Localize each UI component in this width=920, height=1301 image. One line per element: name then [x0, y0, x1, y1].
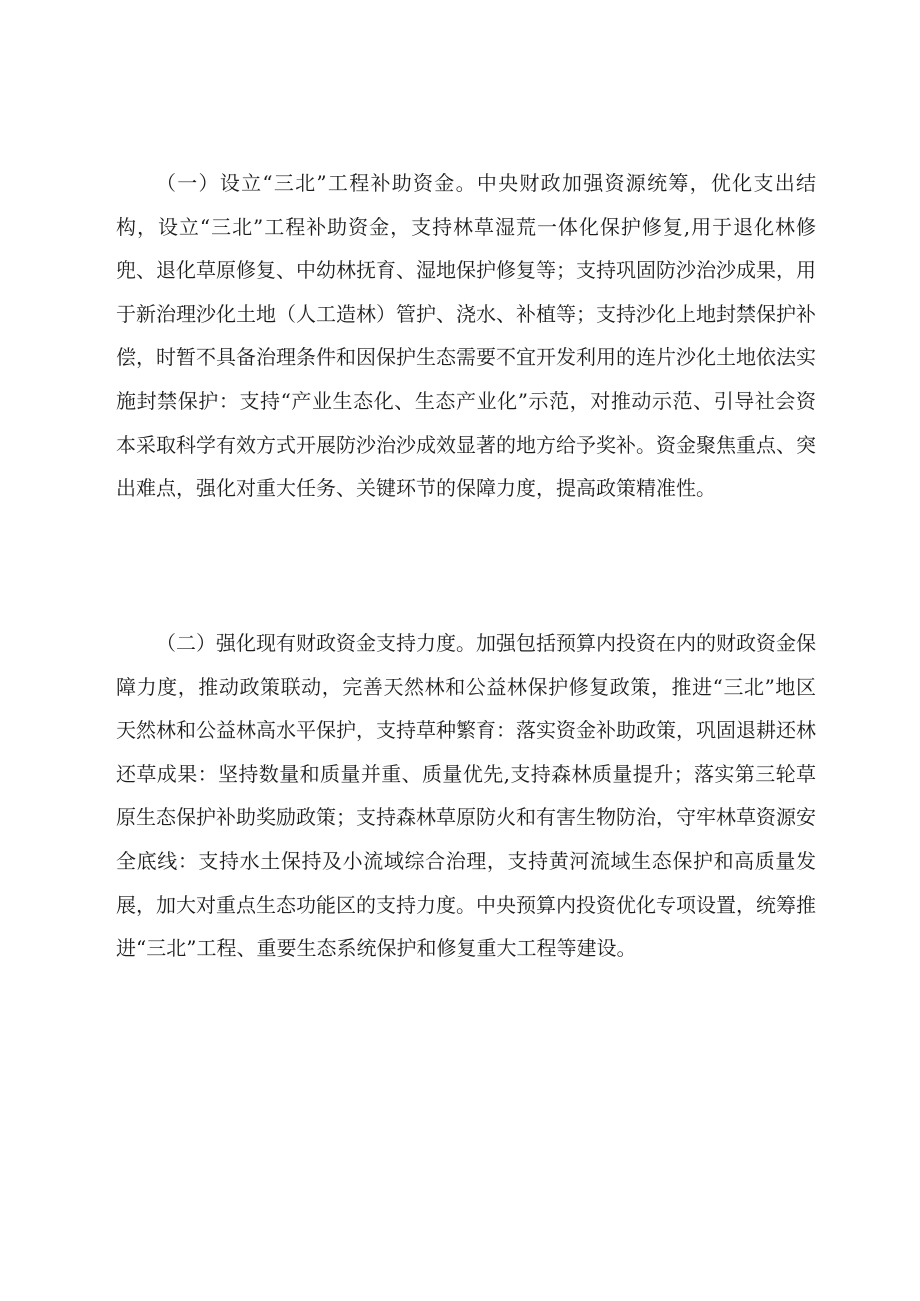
- paragraph-2: （二）强化现有财政资金支持力度。加强包括预算内投资在内的财政资金保障力度，推动政策联动，完善天然林和公益林保护修复政策，推进“三北”地区天然林和公益林高水平保护，支持草种繁育：落实资金补助政策，巩固退耕还林还草成果：坚持数量和质量并重、质量优先,支持森林质量提升；落实第三轮草原生态保护补助奖励政策；支持森林草原防火和有害生物防治，守牢林草资源安全底线：支持水土保持及小流域综合治理，支持黄河流域生态保护和高质量发展，加大对重点生态功能区的支持力度。中央预算内投资优化专项设置，统筹推进“三北”工程、重要生态系统保护和修复重大工程等建设。: [116, 631, 816, 961]
- paragraph-1: （一）设立“三北”工程补助资金。中央财政加强资源统筹，优化支出结构，设立“三北”工程补助资金，支持林草湿荒一体化保护修复,用于退化林修兜、退化草原修复、中幼林抚育、湿地保护修复等；支持巩固防沙治沙成果，用于新治理沙化土地（人工造林）管护、浇水、补植等；支持沙化上地封禁保护补偿，时暂不具备治理条件和因保护生态需要不宜开发利用的连片沙化土地依法实施封禁保护：支持“产业生态化、生态产业化”示范，对推动示范、引导社会资本采取科学有效方式开展防沙治沙成效显著的地方给予奖补。资金聚焦重点、突出难点，强化对重大任务、关键环节的保障力度，提高政策精准性。: [116, 171, 816, 501]
